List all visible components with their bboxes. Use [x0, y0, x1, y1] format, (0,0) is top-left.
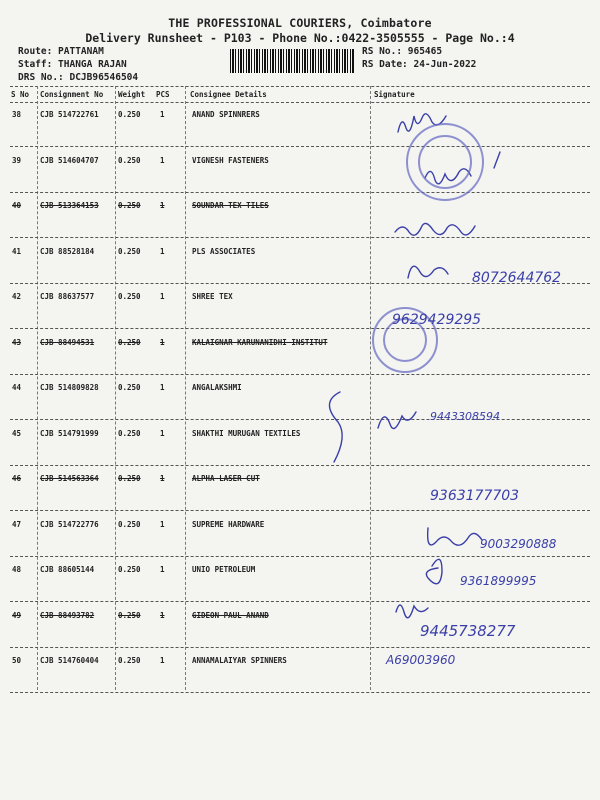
row-sno: 47: [12, 519, 22, 529]
row-pcs: 1: [160, 246, 165, 256]
row-sno: 41: [12, 246, 22, 256]
row-consignee: GIDEON PAUL ANAND: [192, 610, 269, 620]
row-consignment: CJB 514722761: [40, 110, 99, 119]
row-pcs: 1: [160, 656, 165, 665]
row-consignment: CJB 88494531: [40, 337, 95, 347]
row-pcs: 1: [160, 565, 165, 574]
row-consignment: CJB 88528184: [40, 246, 95, 256]
handwritten-note-48: 9361899995: [460, 574, 537, 588]
row-pcs: 1: [160, 337, 165, 347]
row-sno: 38: [12, 110, 22, 119]
row-consignee: SOUNDAR TEX TILES: [192, 201, 269, 210]
signature-40: [395, 223, 475, 235]
rs-date: RS Date: 24-Jun-2022: [362, 59, 477, 70]
handwritten-note-50: A69003960: [386, 653, 456, 667]
row-consignee: UNIO PETROLEUM: [192, 565, 256, 574]
row-sno: 43: [12, 337, 22, 347]
row-consignment: CJB 514809828: [40, 383, 99, 392]
row-pcs: 1: [160, 292, 165, 301]
row-consignment: CJB 88493782: [40, 610, 95, 620]
row-sno: 42: [12, 292, 22, 301]
row-divider: [10, 556, 590, 557]
handwritten-note-46: 9363177703: [430, 488, 520, 504]
drs-label: DRS No.: DCJB96546504: [18, 72, 139, 83]
col-pcs: PCS: [156, 90, 170, 99]
row-consignment: CJB 513364153: [40, 201, 99, 210]
row-consignee: ANGALAKSHMI: [192, 383, 242, 392]
col-divider: [115, 86, 116, 690]
row-weight: 0.250: [118, 474, 141, 483]
barcode: [230, 49, 355, 73]
row-weight: 0.250: [118, 292, 141, 301]
row-consignee: PLS ASSOCIATES: [192, 246, 256, 256]
row-divider: [10, 192, 590, 193]
row-consignment: CJB 514791999: [40, 428, 99, 438]
row-consignee: SHAKTHI MURUGAN TEXTILES: [192, 428, 301, 438]
col-divider: [37, 86, 38, 690]
row-consignee: ALPHA LASER CUT: [192, 474, 260, 483]
row-weight: 0.250: [118, 656, 141, 665]
col-divider: [370, 86, 371, 690]
row-pcs: 1: [160, 110, 165, 119]
signature-48: [426, 559, 442, 584]
row-weight: 0.250: [118, 383, 141, 392]
row-divider: [10, 692, 590, 693]
signature-47: [428, 528, 482, 545]
route-label: Route: PATTANAM: [18, 46, 104, 57]
signature-41: [408, 266, 448, 278]
handwritten-note-41: 8072644762: [472, 270, 562, 286]
row-pcs: 1: [160, 383, 165, 392]
row-sno: 45: [12, 428, 22, 438]
row-sno: 40: [12, 201, 22, 210]
row-consignment: CJB 514563364: [40, 474, 99, 483]
handwritten-note-44: 9443308594: [430, 410, 500, 423]
row-weight: 0.250: [118, 155, 141, 165]
row-sno: 39: [12, 155, 22, 165]
row-divider: [10, 328, 590, 329]
row-weight: 0.250: [118, 246, 141, 256]
row-consignee: ANNAMALAIYAR SPINNERS: [192, 656, 287, 665]
row-weight: 0.250: [118, 110, 141, 119]
row-divider: [10, 419, 590, 420]
row-sno: 49: [12, 610, 22, 620]
row-pcs: 1: [160, 428, 165, 438]
row-weight: 0.250: [118, 337, 141, 347]
row-divider: [10, 601, 590, 602]
row-consignment: CJB 514760404: [40, 656, 99, 665]
row-pcs: 1: [160, 519, 165, 529]
row-divider: [10, 146, 590, 147]
handwritten-note-49: 9445738277: [420, 622, 516, 640]
row-consignee: ANAND SPINNRERS: [192, 110, 260, 119]
header-top-rule: [10, 86, 590, 87]
row-weight: 0.250: [118, 565, 141, 574]
header-bottom-rule: [10, 102, 590, 103]
row-consignee: SUPREME HARDWARE: [192, 519, 265, 529]
handwritten-note-42: 9629429295: [392, 312, 482, 328]
row-pcs: 1: [160, 155, 165, 165]
row-sno: 46: [12, 474, 22, 483]
staff-label: Staff: THANGA RAJAN: [18, 59, 127, 70]
row-consignee: VIGNESH FASTENERS: [192, 155, 269, 165]
row-divider: [10, 465, 590, 466]
row-weight: 0.250: [118, 519, 141, 529]
col-divider: [185, 86, 186, 690]
row-sno: 48: [12, 565, 22, 574]
row-weight: 0.250: [118, 428, 141, 438]
col-signature: Signature: [374, 90, 415, 99]
row-consignment: CJB 88605144: [40, 565, 95, 574]
row-weight: 0.250: [118, 610, 141, 620]
row-weight: 0.250: [118, 201, 141, 210]
rs-number: RS No.: 965465: [362, 46, 443, 57]
col-consignee: Consignee Details: [190, 90, 267, 99]
signature-49: [396, 605, 428, 618]
row-pcs: 1: [160, 610, 165, 620]
row-divider: [10, 647, 590, 648]
signature-38: [398, 114, 446, 132]
row-sno: 44: [12, 383, 22, 392]
handwritten-note-47: 9003290888: [480, 537, 557, 551]
row-consignment: CJB 514722776: [40, 519, 99, 529]
document-title: THE PROFESSIONAL COURIERS, Coimbatore: [168, 16, 432, 30]
col-weight: Weight: [118, 90, 146, 99]
col-sno: S No: [11, 90, 30, 99]
stamp-circle: [407, 124, 483, 200]
row-divider: [10, 510, 590, 511]
row-consignee: KALAIGNAR KARUNANIDHI INSTITUT: [192, 337, 328, 347]
row-sno: 50: [12, 656, 22, 665]
row-divider: [10, 374, 590, 375]
stamp-circle: [373, 308, 437, 372]
row-pcs: 1: [160, 201, 165, 210]
row-consignee: SHREE TEX: [192, 292, 233, 301]
row-divider: [10, 237, 590, 238]
row-consignment: CJB 88637577: [40, 292, 95, 301]
signature-39: [425, 169, 471, 184]
row-divider: [10, 283, 590, 284]
signature-44: [378, 412, 416, 429]
document-subtitle: Delivery Runsheet - P103 - Phone No.:0422-3505555 - Page No.:4: [85, 31, 515, 45]
col-consignment: Consignment No: [40, 90, 104, 99]
row-pcs: 1: [160, 474, 165, 483]
row-consignment: CJB 514604707: [40, 155, 99, 165]
